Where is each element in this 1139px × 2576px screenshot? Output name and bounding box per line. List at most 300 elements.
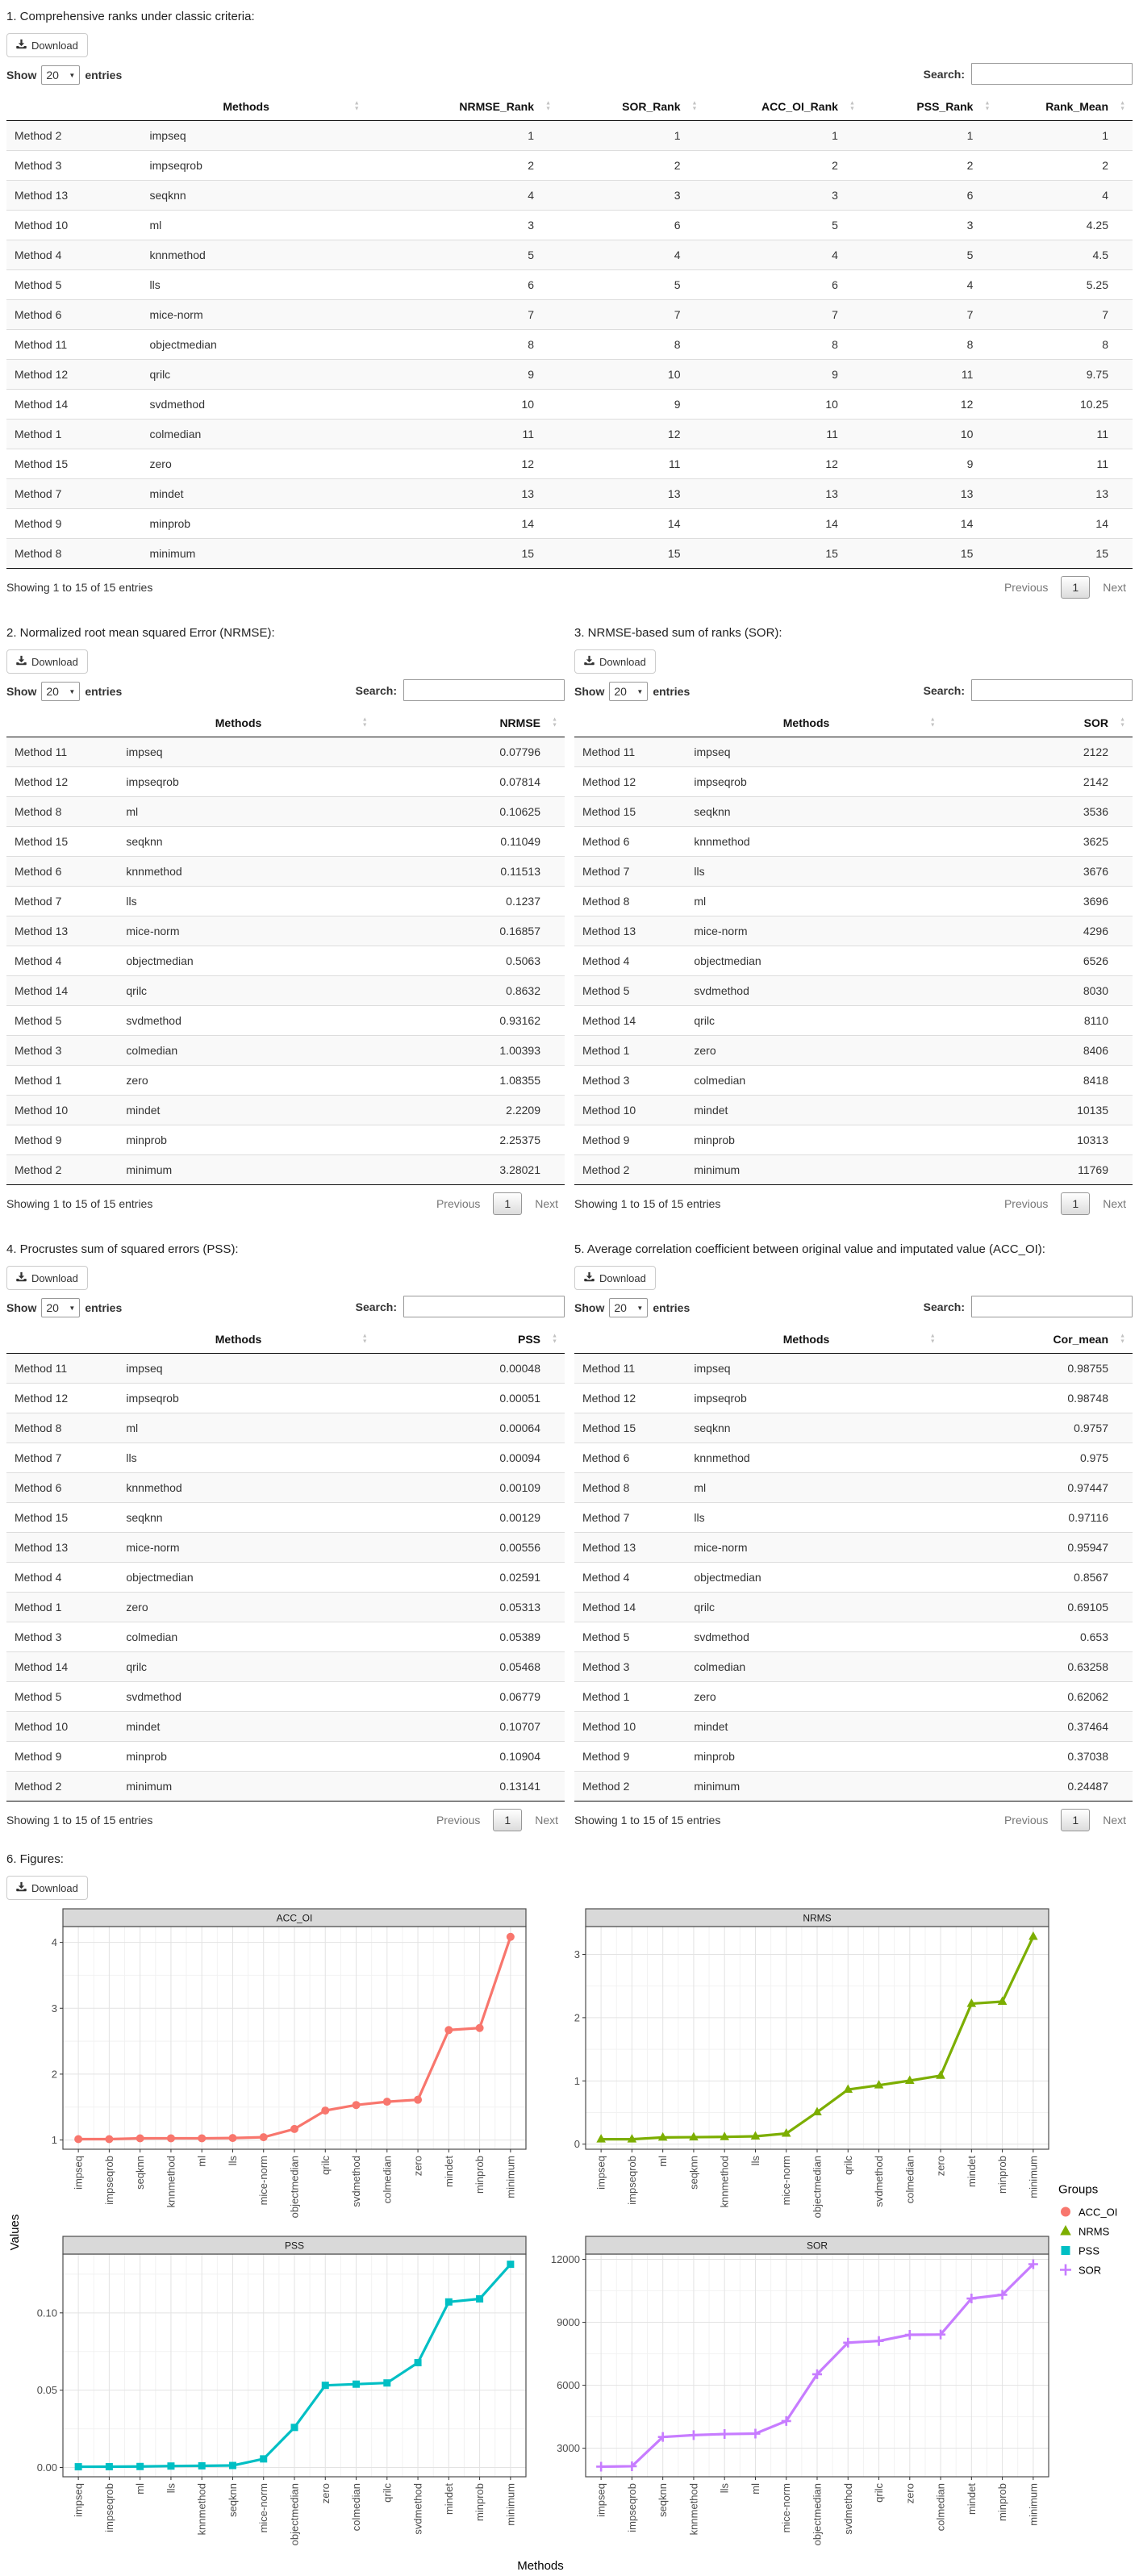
- page-size-select[interactable]: 20 ▼: [41, 1298, 80, 1317]
- svg-text:minprob: minprob: [474, 2483, 486, 2521]
- method-name: seqknn: [149, 189, 186, 202]
- method-name: minimum: [694, 1780, 741, 1793]
- show-entries-control: Show 20 ▼ entries: [574, 1298, 690, 1317]
- table-row: [6, 1622, 565, 1652]
- value-cell: 7: [674, 308, 681, 321]
- method-name: knnmethod: [126, 1481, 182, 1494]
- row-label: Method 6: [15, 865, 62, 878]
- row-label: Method 10: [582, 1104, 636, 1117]
- method-name: colmedian: [694, 1660, 746, 1673]
- svg-text:3000: 3000: [557, 2442, 580, 2455]
- search-label: Search:: [923, 67, 965, 81]
- value-cell: 13: [960, 487, 974, 500]
- method-name: mindet: [126, 1104, 161, 1117]
- svg-text:0.10: 0.10: [36, 2307, 57, 2319]
- svg-text:mice-norm: mice-norm: [780, 2156, 793, 2206]
- chart-pss: [26, 2235, 534, 2557]
- svg-text:minprob: minprob: [474, 2156, 486, 2194]
- page-size-select[interactable]: 20 ▼: [41, 65, 80, 85]
- row-label: Method 15: [15, 1511, 69, 1524]
- svg-text:qrilc: qrilc: [381, 2483, 394, 2503]
- page-1-button[interactable]: 1: [1061, 576, 1090, 599]
- table-row: [574, 1125, 1133, 1155]
- row-label: Method 4: [582, 1571, 630, 1584]
- row-label: Method 13: [15, 189, 69, 202]
- column-header[interactable]: Rank_Mean ▲ ▼: [997, 93, 1133, 121]
- value-cell: 0.9757: [1074, 1422, 1108, 1434]
- page-1-button[interactable]: 1: [1061, 1809, 1090, 1831]
- row-label: Method 12: [15, 1392, 69, 1405]
- x-axis-label: Methods: [517, 2559, 564, 2573]
- svg-text:mice-norm: mice-norm: [780, 2483, 793, 2533]
- column-header[interactable]: SOR ▲ ▼: [943, 709, 1133, 737]
- method-name: svdmethod: [694, 1630, 749, 1643]
- value-cell: 0.05468: [499, 1660, 540, 1673]
- row-label: Method 10: [15, 219, 69, 232]
- table-info: Showing 1 to 15 of 15 entries: [6, 581, 153, 594]
- method-name: minimum: [149, 547, 196, 560]
- row-label: Method 8: [582, 1481, 630, 1494]
- value-cell: 13: [825, 487, 838, 500]
- download-button[interactable]: Download: [574, 649, 656, 674]
- svg-text:SOR: SOR: [806, 2240, 828, 2252]
- method-name: lls: [126, 1451, 137, 1464]
- table-row: [6, 121, 1133, 151]
- method-name: ml: [126, 805, 139, 818]
- value-cell: 9.75: [1086, 368, 1108, 381]
- download-button[interactable]: Download: [6, 1266, 88, 1290]
- value-cell: 3696: [1083, 895, 1108, 908]
- value-cell: 8: [528, 338, 535, 351]
- row-label: Method 12: [15, 368, 69, 381]
- sort-icon: ▲ ▼: [984, 100, 991, 112]
- column-header[interactable]: SOR_Rank ▲ ▼: [558, 93, 704, 121]
- download-icon: [16, 1271, 27, 1284]
- method-name: objectmedian: [149, 338, 217, 351]
- svg-text:impseq: impseq: [595, 2156, 607, 2190]
- value-cell: 12: [960, 398, 974, 411]
- svg-text:lls: lls: [749, 2156, 761, 2166]
- table-row: [6, 857, 565, 887]
- next-button[interactable]: Next: [1103, 1197, 1126, 1210]
- svg-text:ml: ml: [657, 2156, 670, 2167]
- method-name: knnmethod: [126, 865, 182, 878]
- table-row: [574, 1066, 1133, 1096]
- method-name: minprob: [126, 1134, 167, 1146]
- svg-text:objectmedian: objectmedian: [811, 2483, 824, 2546]
- value-cell: 5: [528, 248, 535, 261]
- column-header[interactable]: ACC_OI_Rank ▲ ▼: [704, 93, 862, 121]
- svg-text:qrilc: qrilc: [319, 2156, 332, 2175]
- previous-button[interactable]: Previous: [436, 1197, 481, 1210]
- method-name: svdmethod: [126, 1014, 181, 1027]
- value-cell: 12: [825, 457, 838, 470]
- dropdown-arrow-icon: ▼: [69, 1304, 76, 1312]
- table-info: Showing 1 to 15 of 15 entries: [574, 1197, 721, 1210]
- value-cell: 0.69105: [1067, 1601, 1108, 1614]
- method-name: ml: [149, 219, 162, 232]
- value-cell: 0.05313: [499, 1601, 540, 1614]
- page-1-button[interactable]: 1: [493, 1809, 522, 1831]
- row-label: Method 6: [15, 308, 62, 321]
- svg-text:objectmedian: objectmedian: [288, 2483, 301, 2546]
- pagination: [430, 1192, 565, 1215]
- value-cell: 4: [528, 189, 535, 202]
- method-name: zero: [694, 1690, 716, 1703]
- column-header[interactable]: PSS_Rank ▲ ▼: [862, 93, 998, 121]
- row-label: Method 6: [582, 835, 630, 848]
- download-button[interactable]: Download: [574, 1266, 656, 1290]
- value-cell: 0.13141: [499, 1780, 540, 1793]
- sort-icon: ▲ ▼: [691, 100, 698, 112]
- method-name: ml: [694, 1481, 707, 1494]
- method-name: minimum: [126, 1163, 173, 1176]
- table-row: [574, 797, 1133, 827]
- value-cell: 0.07814: [499, 775, 540, 788]
- table-row: [6, 1593, 565, 1622]
- svg-text:colmedian: colmedian: [381, 2156, 394, 2204]
- table-row: [6, 420, 1133, 449]
- table-row: [574, 1712, 1133, 1742]
- value-cell: 9: [832, 368, 838, 381]
- svg-text:mindet: mindet: [965, 2483, 978, 2515]
- method-name: impseqrob: [694, 1392, 747, 1405]
- table-row: [574, 1742, 1133, 1772]
- column-header[interactable]: Methods ▲ ▼: [142, 93, 367, 121]
- search-label: Search:: [923, 1300, 965, 1313]
- column-header[interactable]: Methods ▲ ▼: [118, 709, 374, 737]
- row-label: Method 1: [582, 1690, 630, 1703]
- row-label: Method 13: [582, 925, 636, 937]
- next-button[interactable]: Next: [535, 1197, 558, 1210]
- table-row: [6, 539, 1133, 569]
- chart-acc-oi: [26, 1907, 534, 2230]
- value-cell: 0.06779: [499, 1690, 540, 1703]
- method-name: lls: [694, 1511, 705, 1524]
- download-button[interactable]: Download: [6, 33, 88, 57]
- value-cell: 11769: [1078, 1163, 1108, 1176]
- table-row: [574, 1006, 1133, 1036]
- method-name: seqknn: [126, 1511, 163, 1524]
- next-button[interactable]: Next: [535, 1814, 558, 1827]
- next-button[interactable]: Next: [1103, 1814, 1126, 1827]
- method-name: mice-norm: [694, 1541, 748, 1554]
- value-cell: 0.07796: [499, 745, 540, 758]
- value-cell: 8: [1102, 338, 1108, 351]
- svg-text:colmedian: colmedian: [934, 2483, 947, 2532]
- value-cell: 3676: [1083, 865, 1108, 878]
- sort-icon: ▲ ▼: [1120, 716, 1125, 729]
- row-label: Method 15: [15, 457, 69, 470]
- value-cell: 8110: [1083, 1014, 1108, 1027]
- sort-icon: ▲ ▼: [361, 716, 368, 729]
- download-button[interactable]: Download: [6, 1876, 88, 1900]
- section-title: 5. Average correlation coefficient between original value and imputated value (ACC_OI):: [574, 1242, 1045, 1256]
- column-header[interactable]: PSS ▲ ▼: [375, 1326, 565, 1354]
- value-cell: 4296: [1083, 925, 1108, 937]
- value-cell: 0.10904: [499, 1750, 540, 1763]
- value-cell: 0.653: [1079, 1630, 1108, 1643]
- value-cell: 1: [832, 129, 838, 142]
- table-row: [6, 1533, 565, 1563]
- table-row: [574, 1155, 1133, 1185]
- svg-text:3: 3: [51, 2002, 57, 2014]
- svg-text:3: 3: [574, 1948, 580, 1960]
- method-name: qrilc: [126, 984, 148, 997]
- value-cell: 0.11049: [500, 835, 540, 848]
- row-label: Method 5: [15, 1014, 62, 1027]
- row-label: Method 11: [15, 745, 68, 758]
- row-label: Method 9: [15, 1750, 62, 1763]
- method-name: qrilc: [126, 1660, 148, 1673]
- search-input[interactable]: [971, 679, 1133, 701]
- legend-label: NRMS: [1079, 2225, 1110, 2237]
- value-cell: 8: [966, 338, 974, 351]
- method-name: colmedian: [694, 1074, 746, 1087]
- previous-button[interactable]: Previous: [1003, 1197, 1049, 1210]
- section-acc-oi: [574, 1239, 1133, 1835]
- search-input[interactable]: [971, 63, 1133, 85]
- value-cell: 4: [832, 248, 838, 261]
- search-input[interactable]: [403, 679, 565, 701]
- value-cell: 0.37038: [1067, 1750, 1108, 1763]
- column-header[interactable]: Methods ▲ ▼: [118, 1326, 374, 1354]
- download-button[interactable]: Download: [6, 649, 88, 674]
- svg-text:mindet: mindet: [442, 2156, 455, 2188]
- search-input[interactable]: [403, 1296, 565, 1317]
- row-label: Method 13: [582, 1541, 636, 1554]
- svg-text:mice-norm: mice-norm: [257, 2156, 270, 2206]
- table-row: [6, 509, 1133, 539]
- svg-text:1: 1: [574, 2074, 580, 2087]
- value-cell: 0.95947: [1067, 1541, 1108, 1554]
- svg-text:colmedian: colmedian: [903, 2156, 916, 2204]
- value-cell: 5.25: [1086, 278, 1108, 291]
- column-header[interactable]: NRMSE_Rank ▲ ▼: [367, 93, 558, 121]
- value-cell: 7: [528, 308, 535, 321]
- svg-text:knnmethod: knnmethod: [687, 2483, 700, 2536]
- row-label: Method 4: [15, 248, 62, 261]
- method-name: colmedian: [126, 1630, 178, 1643]
- table-row: [574, 1772, 1133, 1802]
- value-cell: 15: [960, 547, 974, 560]
- row-label: Method 2: [582, 1163, 630, 1176]
- svg-text:mindet: mindet: [442, 2483, 455, 2515]
- svg-text:svdmethod: svdmethod: [873, 2156, 886, 2207]
- table-row: [574, 857, 1133, 887]
- triangle-marker-icon: [1058, 2224, 1073, 2239]
- section-title: 2. Normalized root mean squared Error (NRMSE):: [6, 626, 275, 640]
- value-cell: 4: [1102, 189, 1108, 202]
- value-cell: 3: [966, 219, 974, 232]
- sort-icon: ▲ ▼: [353, 100, 360, 112]
- value-cell: 0.97447: [1067, 1481, 1108, 1494]
- column-header[interactable]: Methods ▲ ▼: [686, 709, 942, 737]
- svg-text:qrilc: qrilc: [873, 2483, 886, 2503]
- method-name: mice-norm: [694, 925, 748, 937]
- svg-text:colmedian: colmedian: [350, 2483, 363, 2532]
- value-cell: 6526: [1083, 954, 1108, 967]
- value-cell: 1.08355: [499, 1074, 540, 1087]
- value-cell: 10: [960, 428, 974, 440]
- value-cell: 5: [966, 248, 974, 261]
- value-cell: 2122: [1083, 745, 1108, 758]
- row-label: Method 11: [15, 1362, 68, 1375]
- method-name: impseq: [126, 1362, 163, 1375]
- pss-table: [6, 1326, 565, 1802]
- value-cell: 0.00051: [499, 1392, 540, 1405]
- row-label: Method 1: [15, 428, 62, 440]
- table-row: [6, 1066, 565, 1096]
- table-row: [574, 1503, 1133, 1533]
- method-name: lls: [126, 895, 137, 908]
- row-label: Method 2: [15, 1780, 62, 1793]
- value-cell: 8418: [1083, 1074, 1108, 1087]
- search-input[interactable]: [971, 1296, 1133, 1317]
- sort-icon: ▲ ▼: [552, 716, 557, 729]
- method-name: objectmedian: [126, 954, 194, 967]
- svg-text:impseq: impseq: [595, 2483, 607, 2517]
- table-row: [6, 797, 565, 827]
- svg-text:svdmethod: svdmethod: [841, 2483, 854, 2535]
- row-label: Method 4: [15, 954, 62, 967]
- download-icon: [16, 1881, 27, 1894]
- method-name: seqknn: [126, 835, 163, 848]
- table-row: [574, 737, 1133, 767]
- column-header[interactable]: Cor_mean ▲ ▼: [943, 1326, 1133, 1354]
- svg-text:4: 4: [51, 1936, 57, 1949]
- method-name: minimum: [694, 1163, 741, 1176]
- row-label: Method 12: [582, 775, 636, 788]
- page-1-button[interactable]: 1: [493, 1192, 522, 1215]
- legend-label: PSS: [1079, 2244, 1100, 2257]
- acc-oi-table: [574, 1326, 1133, 1802]
- svg-text:9000: 9000: [557, 2316, 580, 2329]
- row-label: Method 12: [15, 775, 69, 788]
- svg-text:impseq: impseq: [72, 2156, 85, 2190]
- plus-marker-icon: [1058, 2263, 1073, 2277]
- svg-text:seqknn: seqknn: [226, 2483, 239, 2517]
- table-row: [6, 479, 1133, 509]
- previous-button[interactable]: Previous: [1003, 1814, 1049, 1827]
- next-button[interactable]: Next: [1103, 581, 1126, 594]
- column-header: [574, 1326, 686, 1354]
- method-name: qrilc: [694, 1601, 716, 1614]
- section-title: 3. NRMSE-based sum of ranks (SOR):: [574, 626, 782, 640]
- table-row: [6, 767, 565, 797]
- table-row: [6, 1772, 565, 1802]
- table-info: Showing 1 to 15 of 15 entries: [574, 1814, 721, 1827]
- row-label: Method 7: [15, 487, 62, 500]
- value-cell: 15: [521, 547, 535, 560]
- method-name: impseqrob: [694, 775, 747, 788]
- svg-text:2: 2: [574, 2011, 580, 2024]
- svg-text:seqknn: seqknn: [687, 2156, 700, 2190]
- value-cell: 10: [825, 398, 838, 411]
- value-cell: 3: [832, 189, 838, 202]
- value-cell: 0.37464: [1067, 1720, 1108, 1733]
- chart-sor: [549, 2235, 1057, 2557]
- svg-text:minimum: minimum: [1027, 2156, 1040, 2198]
- row-label: Method 8: [15, 547, 62, 560]
- pagination: [998, 576, 1133, 599]
- value-cell: 2.25375: [499, 1134, 540, 1146]
- table-row: [574, 946, 1133, 976]
- value-cell: 7: [1102, 308, 1108, 321]
- row-label: Method 9: [15, 1134, 62, 1146]
- method-name: minimum: [126, 1780, 173, 1793]
- table-row: [574, 1563, 1133, 1593]
- table-row: [6, 449, 1133, 479]
- column-header[interactable]: NRMSE ▲ ▼: [375, 709, 565, 737]
- row-label: Method 15: [582, 1422, 636, 1434]
- method-name: svdmethod: [694, 984, 749, 997]
- page-size-select[interactable]: 20 ▼: [609, 682, 648, 701]
- column-header[interactable]: Methods ▲ ▼: [686, 1326, 942, 1354]
- svg-text:minimum: minimum: [504, 2483, 517, 2526]
- download-icon: [584, 1271, 595, 1284]
- value-cell: 11: [961, 368, 974, 381]
- table-row: [6, 946, 565, 976]
- ranks-table: [6, 93, 1133, 569]
- method-name: svdmethod: [149, 398, 205, 411]
- method-name: colmedian: [126, 1044, 178, 1057]
- method-name: knnmethod: [694, 835, 750, 848]
- table-row: [6, 887, 565, 916]
- page-1-button[interactable]: 1: [1061, 1192, 1090, 1215]
- sort-icon: ▲ ▼: [929, 1333, 936, 1345]
- method-name: minprob: [694, 1134, 735, 1146]
- value-cell: 9: [528, 368, 535, 381]
- table-row: [574, 1036, 1133, 1066]
- row-label: Method 6: [15, 1481, 62, 1494]
- value-cell: 6: [832, 278, 838, 291]
- svg-text:PSS: PSS: [284, 2240, 305, 2252]
- table-row: [574, 1354, 1133, 1384]
- method-name: impseqrob: [126, 1392, 179, 1405]
- method-name: lls: [694, 865, 705, 878]
- page-size-select[interactable]: 20 ▼: [609, 1298, 648, 1317]
- method-name: impseqrob: [149, 159, 202, 172]
- table-row: [6, 1742, 565, 1772]
- method-name: lls: [149, 278, 161, 291]
- pagination: [998, 1809, 1133, 1831]
- previous-button[interactable]: Previous: [436, 1814, 481, 1827]
- legend-entry-pss: [1058, 2244, 1133, 2258]
- svg-text:qrilc: qrilc: [841, 2156, 854, 2175]
- dropdown-arrow-icon: ▼: [636, 1304, 644, 1312]
- page-size-select[interactable]: 20 ▼: [41, 682, 80, 701]
- value-cell: 6: [528, 278, 535, 291]
- legend-title: Groups: [1058, 2182, 1099, 2197]
- value-cell: 0.16857: [499, 925, 540, 937]
- value-cell: 0.00048: [499, 1362, 540, 1375]
- svg-text:0.05: 0.05: [36, 2384, 57, 2397]
- table-row: [6, 390, 1133, 420]
- svg-text:ml: ml: [134, 2483, 147, 2495]
- svg-text:objectmedian: objectmedian: [288, 2156, 301, 2219]
- value-cell: 2.2209: [506, 1104, 540, 1117]
- svg-text:lls: lls: [718, 2483, 731, 2494]
- row-label: Method 10: [582, 1720, 636, 1733]
- row-label: Method 14: [15, 984, 69, 997]
- svg-text:impseqrob: impseqrob: [102, 2483, 115, 2532]
- row-label: Method 14: [15, 398, 69, 411]
- column-header: [6, 709, 118, 737]
- value-cell: 6: [966, 189, 974, 202]
- previous-button[interactable]: Previous: [1003, 581, 1049, 594]
- value-cell: 5: [674, 278, 681, 291]
